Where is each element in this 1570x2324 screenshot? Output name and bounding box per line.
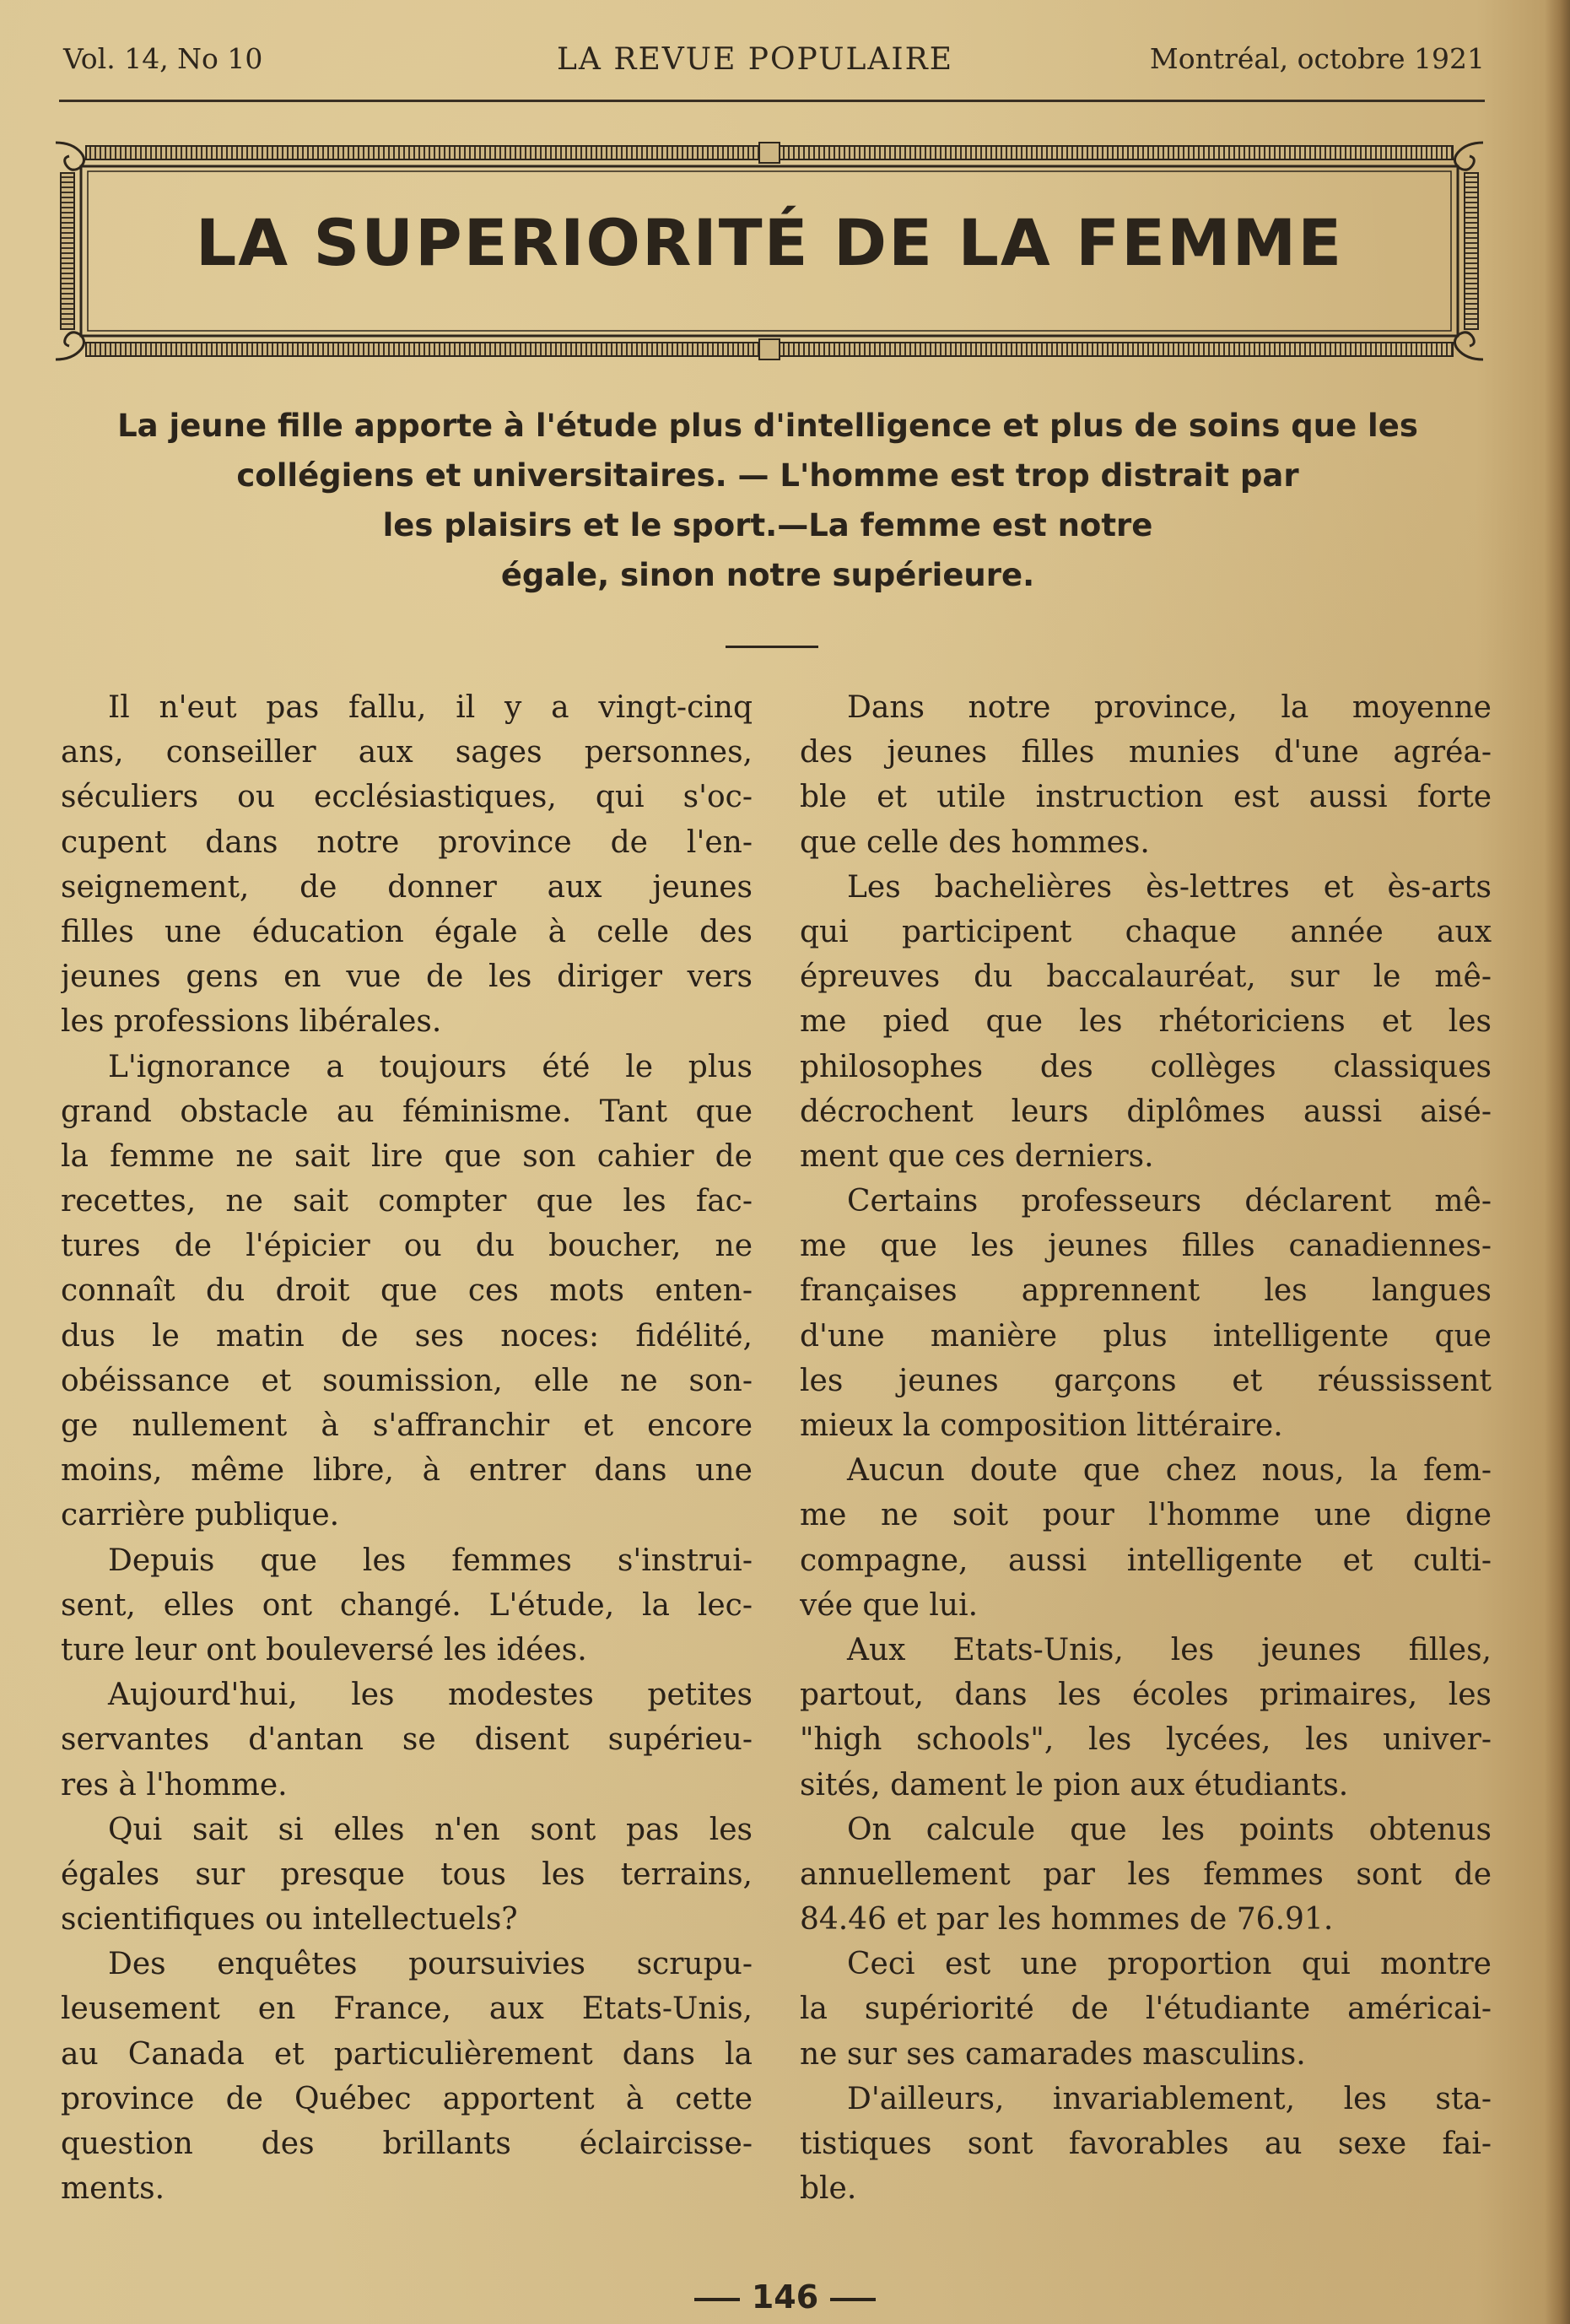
text-line: Des enquêtes poursuivies scrupu- xyxy=(108,1947,753,1982)
text-line: me pied que les rhétoriciens et les xyxy=(800,1004,1492,1040)
left-text-column xyxy=(61,685,753,2211)
text-line: dus le matin de ses noces: fidélité, xyxy=(61,1318,753,1354)
text-line: Dans notre province, la moyenne xyxy=(847,690,1492,725)
text-line: annuellement par les femmes sont de xyxy=(800,1856,1492,1892)
text-line: Aujourd'hui, les modestes petites xyxy=(108,1678,753,1713)
text-line: recettes, ne sait compter que les fac- xyxy=(61,1184,753,1219)
running-header xyxy=(59,37,1485,88)
text-line: philosophes des collèges classiques xyxy=(800,1049,1492,1084)
text-line: ble. xyxy=(800,2171,857,2207)
text-line: On calcule que les points obtenus xyxy=(847,1812,1492,1847)
text-line: qui participent chaque année aux xyxy=(800,914,1492,949)
text-line: ture leur ont bouleversé les idées. xyxy=(61,1632,587,1667)
article-deck xyxy=(59,401,1476,600)
text-line: épreuves du baccalauréat, sur le mê- xyxy=(800,959,1492,995)
text-line: égales sur presque tous les terrains, xyxy=(61,1856,753,1892)
text-line: L'ignorance a toujours été le plus xyxy=(108,1049,753,1084)
deck-line: égale, sinon notre supérieure. xyxy=(500,557,1035,593)
text-line: d'une manière plus intelligente que xyxy=(800,1318,1492,1354)
text-line: leusement en France, aux Etats-Unis, xyxy=(61,1992,753,2027)
text-line: les professions libérales. xyxy=(61,1004,442,1040)
text-line: ble et utile instruction est aussi forte xyxy=(800,780,1492,815)
text-line: sités, dament le pion aux étudiants. xyxy=(800,1767,1349,1802)
page-edge-shadow xyxy=(1545,0,1570,2324)
text-line: des jeunes filles munies d'une agréa- xyxy=(800,735,1492,770)
section-rule xyxy=(726,646,818,648)
text-line: province de Québec apportent à cette xyxy=(61,2081,753,2116)
text-line: Certains professeurs déclarent mê- xyxy=(847,1184,1492,1219)
text-line: les jeunes garçons et réussissent xyxy=(800,1363,1492,1398)
text-line: scientifiques ou intellectuels? xyxy=(61,1902,518,1938)
text-line: Ceci est une proportion qui montre xyxy=(847,1947,1492,1982)
deck-line: les plaisirs et le sport.—La femme est notre xyxy=(382,507,1153,543)
deck-line: collégiens et universitaires. — L'homme est trop distrait par xyxy=(236,457,1299,494)
article-title: LA SUPERIORITÉ DE LA FEMME xyxy=(195,205,1344,280)
text-line: question des brillants éclaircisse- xyxy=(61,2127,753,2161)
text-line: partout, dans les écoles primaires, les xyxy=(800,1678,1492,1713)
footer-dash-right xyxy=(830,2298,876,2301)
text-line: Les bachelières ès-lettres et ès-arts xyxy=(847,869,1492,905)
text-line: la supériorité de l'étudiante américai- xyxy=(800,1992,1492,2027)
text-line: ment que ces derniers. xyxy=(800,1138,1154,1174)
footer-dash-left xyxy=(694,2298,740,2301)
text-line: servantes d'antan se disent supérieu- xyxy=(61,1722,753,1758)
text-line: Aux Etats-Unis, les jeunes filles, xyxy=(847,1632,1492,1667)
deck-line: La jeune fille apporte à l'étude plus d'intelligence et plus de soins que les xyxy=(117,408,1418,444)
text-line: res à l'homme. xyxy=(61,1767,288,1802)
page-footer xyxy=(0,2278,1570,2316)
text-line: tures de l'épicier ou du boucher, ne xyxy=(61,1229,753,1264)
text-line: grand obstacle au féminisme. Tant que xyxy=(61,1094,753,1129)
text-line: Il n'eut pas fallu, il y a vingt-cinq xyxy=(108,690,753,725)
text-line: ge nullement à s'affranchir et encore xyxy=(61,1408,753,1443)
text-line: ne sur ses camarades masculins. xyxy=(800,2036,1306,2072)
text-line: moins, même libre, à entrer dans une xyxy=(61,1453,753,1489)
text-line: décrochent leurs diplômes aussi aisé- xyxy=(800,1094,1492,1129)
title-frame xyxy=(52,139,1486,363)
text-line: "high schools", les lycées, les univer- xyxy=(800,1722,1492,1758)
text-line: connaît du droit que ces mots enten- xyxy=(61,1273,753,1309)
text-line: Qui sait si elles n'en sont pas les xyxy=(108,1812,753,1847)
text-line: cupent dans notre province de l'en- xyxy=(61,824,753,860)
text-line: sent, elles ont changé. L'étude, la lec- xyxy=(61,1587,753,1623)
right-text-column xyxy=(800,685,1492,2211)
text-line: ments. xyxy=(61,2171,165,2207)
text-line: mieux la composition littéraire. xyxy=(800,1408,1283,1443)
magazine-name: LA REVUE POPULAIRE xyxy=(557,42,953,77)
text-line: Depuis que les femmes s'instrui- xyxy=(108,1543,753,1578)
text-line: 84.46 et par les hommes de 76.91. xyxy=(800,1902,1334,1938)
text-line: me ne soit pour l'homme une digne xyxy=(800,1498,1492,1533)
page-number: 146 xyxy=(751,2278,819,2316)
text-line: D'ailleurs, invariablement, les sta- xyxy=(847,2081,1492,2116)
volume-number: Vol. 14, No 10 xyxy=(63,42,263,75)
text-line: Aucun doute que chez nous, la fem- xyxy=(847,1453,1492,1489)
text-line: carrière publique. xyxy=(61,1498,340,1533)
text-line: seignement, de donner aux jeunes xyxy=(61,869,753,905)
text-line: filles une éducation égale à celle des xyxy=(61,914,753,949)
text-line: vée que lui. xyxy=(800,1587,979,1623)
text-line: françaises apprennent les langues xyxy=(800,1273,1492,1309)
text-line: jeunes gens en vue de les diriger vers xyxy=(61,959,753,995)
text-line: tistiques sont favorables au sexe fai- xyxy=(800,2127,1492,2161)
text-line: au Canada et particulièrement dans la xyxy=(61,2036,753,2072)
header-rule xyxy=(59,100,1485,102)
text-line: obéissance et soumission, elle ne son- xyxy=(61,1363,753,1398)
text-line: séculiers ou ecclésiastiques, qui s'oc- xyxy=(61,780,753,815)
text-line: me que les jeunes filles canadiennes- xyxy=(800,1229,1492,1264)
text-line: compagne, aussi intelligente et culti- xyxy=(800,1543,1492,1578)
text-line: que celle des hommes. xyxy=(800,824,1150,860)
place-date: Montréal, octobre 1921 xyxy=(1149,42,1485,75)
text-line: ans, conseiller aux sages personnes, xyxy=(61,735,753,770)
text-line: la femme ne sait lire que son cahier de xyxy=(61,1138,753,1174)
